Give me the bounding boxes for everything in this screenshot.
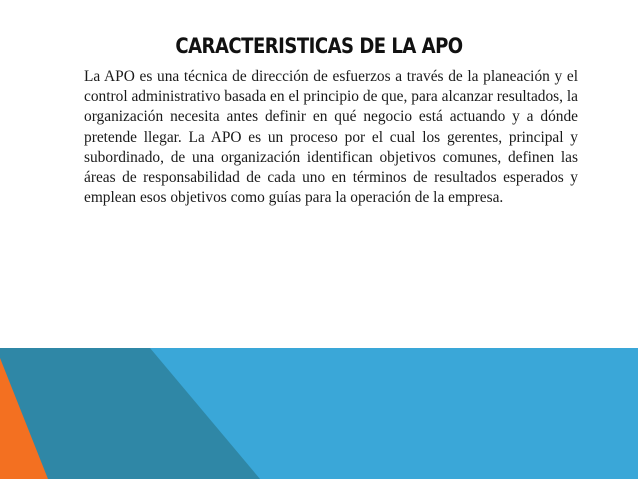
slide-title: CARACTERISTICAS DE LA APO: [175, 34, 463, 58]
slide-body-text: La APO es una técnica de dirección de esfuerzos a través de la planeación y el control administrativo basada en el principio de que, para alcanzar resultados, la organización necesita antes definir en qué negocio está actuando y a dónde pretende llegar. La APO es un proceso por el cual los gerentes, principal y subordinado, de una organización identifican objetivos comunes, definen las áreas de responsabilidad de cada uno en términos de resultados esperados y emplean esos objetivos como guías para la operación de la empresa.: [84, 68, 578, 207]
footer-decoration: [0, 348, 638, 479]
